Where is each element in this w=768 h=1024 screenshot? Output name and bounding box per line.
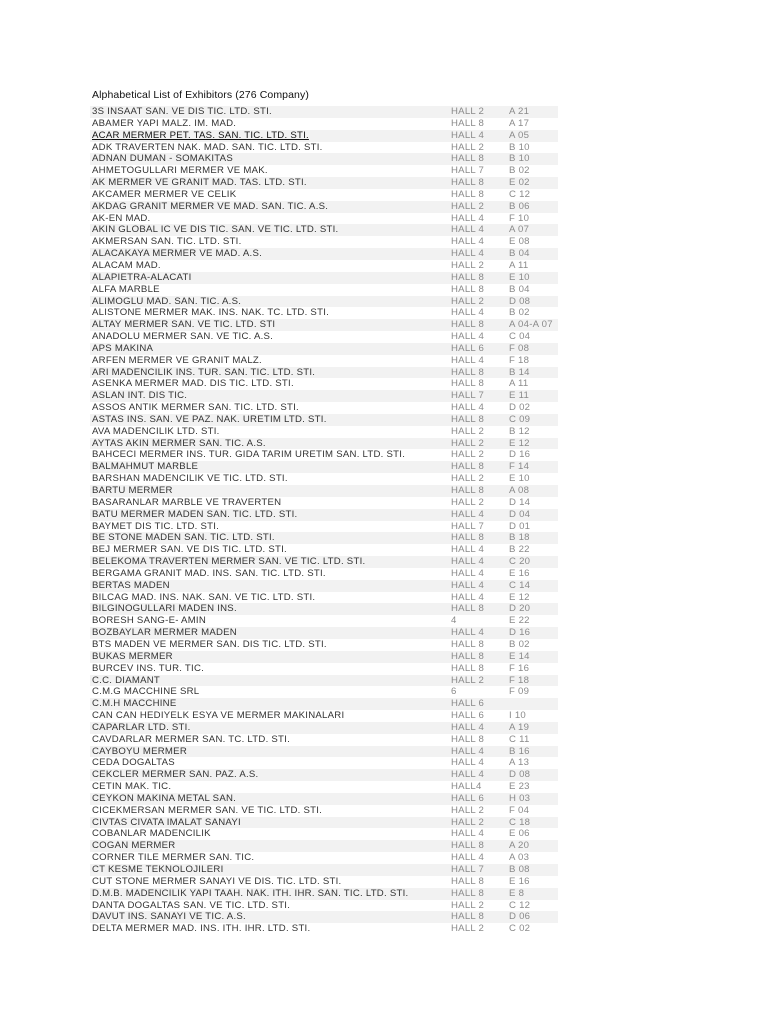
table-row xyxy=(90,710,558,722)
exhibitor-hall: HALL 8 xyxy=(451,319,485,331)
exhibitor-name: C.M.G MACCHINE SRL xyxy=(92,686,200,698)
exhibitor-stand: E 12 xyxy=(509,591,530,603)
table-row xyxy=(90,544,558,556)
table-row xyxy=(90,378,558,390)
exhibitor-hall: HALL 6 xyxy=(451,792,485,804)
exhibitor-name: 3S INSAAT SAN. VE DIS TIC. LTD. STI. xyxy=(92,106,272,117)
table-row xyxy=(90,852,558,864)
exhibitor-hall: HALL 4 xyxy=(451,307,485,319)
exhibitor-stand: A 13 xyxy=(509,757,530,769)
exhibitor-stand: C 04 xyxy=(509,331,531,343)
exhibitor-name: ASSOS ANTIK MERMER SAN. TIC. LTD. STI. xyxy=(92,402,299,414)
exhibitor-hall: HALL 4 xyxy=(451,212,485,224)
exhibitor-stand: D 02 xyxy=(509,402,531,414)
exhibitor-stand: B 12 xyxy=(509,425,530,437)
exhibitor-hall: HALL 4 xyxy=(451,236,485,248)
exhibitor-name: ALACAKAYA MERMER VE MAD. A.S. xyxy=(92,248,263,260)
table-row xyxy=(90,592,558,604)
exhibitor-name: BILCAG MAD. INS. NAK. SAN. VE TIC. LTD. STI. xyxy=(92,591,316,603)
exhibitor-hall: HALL 4 xyxy=(451,852,485,864)
exhibitor-name: BARTU MERMER xyxy=(92,485,173,496)
exhibitor-hall: HALL 4 xyxy=(451,508,485,520)
table-row xyxy=(90,509,558,521)
table-row xyxy=(90,923,558,935)
exhibitor-stand: D 16 xyxy=(509,627,531,639)
table-row xyxy=(90,272,558,284)
exhibitor-hall: HALL 2 xyxy=(451,449,485,461)
exhibitor-name: ALIMOGLU MAD. SAN. TIC. A.S. xyxy=(92,295,242,307)
exhibitor-name: BORESH SANG-E- AMIN xyxy=(92,615,207,627)
exhibitor-hall: HALL 8 xyxy=(451,366,485,378)
table-row xyxy=(90,224,558,236)
table-row xyxy=(90,615,558,627)
exhibitor-stand: E 06 xyxy=(509,828,530,840)
exhibitor-hall: HALL 8 xyxy=(451,887,485,899)
exhibitor-hall: HALL 8 xyxy=(451,733,485,745)
exhibitor-hall: HALL 6 xyxy=(451,710,485,722)
table-row xyxy=(90,556,558,568)
exhibitor-hall: HALL 8 xyxy=(451,461,485,473)
exhibitor-stand: B 06 xyxy=(509,200,530,212)
exhibitor-stand: B 10 xyxy=(509,153,530,165)
exhibitor-name: AKIN GLOBAL IC VE DIS TIC. SAN. VE TIC. LTD. STI. xyxy=(92,224,339,236)
exhibitor-hall: HALL 4 xyxy=(451,248,485,260)
exhibitor-name: BALMAHMUT MARBLE xyxy=(92,461,199,473)
exhibitor-hall: HALL 4 xyxy=(451,567,485,579)
exhibitor-hall: HALL 4 xyxy=(451,721,485,733)
exhibitor-stand: C 14 xyxy=(509,579,531,591)
exhibitor-hall: HALL 8 xyxy=(451,875,485,887)
exhibitor-stand: F 10 xyxy=(509,212,530,224)
exhibitor-hall: HALL 2 xyxy=(451,200,485,212)
exhibitor-stand: A 20 xyxy=(509,840,530,852)
exhibitor-hall: HALL 4 xyxy=(451,556,485,568)
exhibitor-stand: E 14 xyxy=(509,650,530,662)
exhibitor-name: AKCAMER MERMER VE CELIK xyxy=(92,188,237,200)
exhibitor-stand: D 06 xyxy=(509,911,531,923)
exhibitor-name: ALFA MARBLE xyxy=(92,283,160,295)
table-row xyxy=(90,734,558,746)
exhibitor-hall: HALL 8 xyxy=(451,177,485,189)
table-row xyxy=(90,414,558,426)
exhibitor-stand: D 01 xyxy=(509,520,531,532)
exhibitor-hall: HALL 8 xyxy=(451,840,485,852)
table-row xyxy=(90,651,558,663)
table-row xyxy=(90,639,558,651)
exhibitor-name: ARI MADENCILIK INS. TUR. SAN. TIC. LTD. STI. xyxy=(92,366,316,378)
table-row xyxy=(90,449,558,461)
exhibitor-hall: HALL 4 xyxy=(451,129,485,141)
exhibitor-name: DANTA DOGALTAS SAN. VE TIC. LTD. STI. xyxy=(92,899,291,911)
table-row xyxy=(90,817,558,829)
table-row xyxy=(90,722,558,734)
exhibitor-name: AK MERMER VE GRANIT MAD. TAS. LTD. STI. xyxy=(92,177,307,189)
table-row xyxy=(90,213,558,225)
table-row xyxy=(90,675,558,687)
exhibitor-hall: HALL 2 xyxy=(451,106,485,117)
table-row xyxy=(90,319,558,331)
exhibitor-name: CUT STONE MERMER SANAYI VE DIS. TIC. LTD. STI. xyxy=(92,875,342,887)
exhibitor-stand: B 04 xyxy=(509,248,530,260)
exhibitor-name: CEDA DOGALTAS xyxy=(92,757,175,769)
table-row xyxy=(90,603,558,615)
exhibitor-stand: C 20 xyxy=(509,556,531,568)
exhibitor-hall: HALL 2 xyxy=(451,804,485,816)
exhibitor-name: BTS MADEN VE MERMER SAN. DIS TIC. LTD. STI. xyxy=(92,638,327,650)
table-row xyxy=(90,900,558,912)
exhibitor-hall: HALL 8 xyxy=(451,638,485,650)
exhibitor-stand: F 14 xyxy=(509,461,530,473)
exhibitor-name: BURCEV INS. TUR. TIC. xyxy=(92,662,205,674)
exhibitor-name: C.M.H MACCHINE xyxy=(92,698,177,710)
table-row xyxy=(90,177,558,189)
exhibitor-stand: C 12 xyxy=(509,188,531,200)
exhibitor-hall: HALL 8 xyxy=(451,283,485,295)
exhibitor-stand: C 12 xyxy=(509,899,531,911)
exhibitor-name: AKMERSAN SAN. TIC. LTD. STI. xyxy=(92,236,242,248)
table-row xyxy=(90,473,558,485)
exhibitor-stand: C 02 xyxy=(509,923,531,935)
exhibitor-name: CETIN MAK. TIC. xyxy=(92,781,172,793)
exhibitor-stand: E 10 xyxy=(509,271,530,283)
exhibitor-name: BAHCECI MERMER INS. TUR. GIDA TARIM URETIM SAN. LTD. STI. xyxy=(92,449,406,461)
exhibitor-name: ALAPIETRA-ALACATI xyxy=(92,271,192,283)
exhibitor-stand: D 14 xyxy=(509,496,531,508)
exhibitor-name: ACAR MERMER PET. TAS. SAN. TIC. LTD. STI. xyxy=(92,129,309,141)
exhibitor-stand: D 20 xyxy=(509,603,531,615)
table-row xyxy=(90,165,558,177)
page-title: Alphabetical List of Exhibitors (276 Company) xyxy=(92,89,309,101)
exhibitor-stand: F 16 xyxy=(509,662,530,674)
exhibitor-stand: F 08 xyxy=(509,342,530,354)
exhibitor-hall: HALL 4 xyxy=(451,769,485,781)
exhibitor-stand: B 04 xyxy=(509,283,530,295)
exhibitor-name: CEKCLER MERMER SAN. PAZ. A.S. xyxy=(92,769,259,781)
table-row xyxy=(90,805,558,817)
exhibitor-name: BILGINOGULLARI MADEN INS. xyxy=(92,603,237,615)
exhibitor-hall: HALL4 xyxy=(451,781,482,793)
table-row xyxy=(90,426,558,438)
exhibitor-stand: E 08 xyxy=(509,236,530,248)
exhibitor-name: COGAN MERMER xyxy=(92,840,176,852)
exhibitor-hall: HALL 2 xyxy=(451,259,485,271)
exhibitor-hall: HALL 4 xyxy=(451,579,485,591)
table-row xyxy=(90,663,558,675)
exhibitor-name: ABAMER YAPI MALZ. IM. MAD. xyxy=(92,117,237,129)
exhibitor-stand: A 03 xyxy=(509,852,530,864)
exhibitor-name: BEJ MERMER SAN. VE DIS TIC. LTD. STI. xyxy=(92,544,287,556)
exhibitor-name: BASARANLAR MARBLE VE TRAVERTEN xyxy=(92,496,282,508)
exhibitor-list xyxy=(90,106,558,935)
exhibitor-stand: E 02 xyxy=(509,177,530,189)
exhibitor-hall: HALL 4 xyxy=(451,828,485,840)
exhibitor-stand: D 04 xyxy=(509,508,531,520)
exhibitor-stand: A 11 xyxy=(509,259,529,271)
exhibitor-name: ANADOLU MERMER SAN. VE TIC. A.S. xyxy=(92,331,274,343)
exhibitor-name: DAVUT INS. SANAYI VE TIC. A.S. xyxy=(92,911,246,923)
exhibitor-hall: HALL 2 xyxy=(451,473,485,485)
exhibitor-name: APS MAKINA xyxy=(92,342,154,354)
exhibitor-hall: HALL 4 xyxy=(451,224,485,236)
exhibitor-hall: HALL 2 xyxy=(451,899,485,911)
exhibitor-hall: HALL 2 xyxy=(451,674,485,686)
exhibitor-hall: HALL 2 xyxy=(451,816,485,828)
exhibitor-hall: HALL 6 xyxy=(451,342,485,354)
exhibitor-stand: A 05 xyxy=(509,129,530,141)
exhibitor-name: ALISTONE MERMER MAK. INS. NAK. TC. LTD. STI. xyxy=(92,307,330,319)
exhibitor-stand: B 02 xyxy=(509,307,530,319)
exhibitor-hall: HALL 7 xyxy=(451,165,485,177)
table-row xyxy=(90,532,558,544)
table-row xyxy=(90,580,558,592)
exhibitor-hall: HALL 8 xyxy=(451,378,485,390)
exhibitor-name: BERGAMA GRANIT MAD. INS. SAN. TIC. LTD. STI. xyxy=(92,567,326,579)
exhibitor-hall: HALL 4 xyxy=(451,591,485,603)
table-row xyxy=(90,876,558,888)
exhibitor-name: ASTAS INS. SAN. VE PAZ. NAK. URETIM LTD. STI. xyxy=(92,413,327,425)
exhibitor-name: ALTAY MERMER SAN. VE TIC. LTD. STI xyxy=(92,319,276,331)
table-row xyxy=(90,438,558,450)
exhibitor-name: CICEKMERSAN MERMER SAN. VE TIC. LTD. STI. xyxy=(92,804,323,816)
table-row xyxy=(90,118,558,130)
exhibitor-name: CEYKON MAKINA METAL SAN. xyxy=(92,792,237,804)
table-row xyxy=(90,840,558,852)
exhibitor-hall: HALL 8 xyxy=(451,188,485,200)
table-row xyxy=(90,864,558,876)
exhibitor-name: BUKAS MERMER xyxy=(92,650,173,662)
table-row xyxy=(90,521,558,533)
exhibitor-name: ADK TRAVERTEN NAK. MAD. SAN. TIC. LTD. STI. xyxy=(92,141,323,153)
exhibitor-name: DELTA MERMER MAD. INS. ITH. IHR. LTD. STI. xyxy=(92,923,311,935)
exhibitor-name: COBANLAR MADENCILIK xyxy=(92,828,211,840)
exhibitor-stand: E 23 xyxy=(509,781,530,793)
exhibitor-name: BARSHAN MADENCILIK VE TIC. LTD. STI. xyxy=(92,473,288,485)
exhibitor-hall: HALL 4 xyxy=(451,745,485,757)
exhibitor-hall: HALL 4 xyxy=(451,627,485,639)
exhibitor-name: AYTAS AKIN MERMER SAN. TIC. A.S. xyxy=(92,437,266,449)
exhibitor-stand: E 12 xyxy=(509,437,530,449)
exhibitor-name: BAYMET DIS TIC. LTD. STI. xyxy=(92,520,220,532)
exhibitor-hall: HALL 4 xyxy=(451,757,485,769)
exhibitor-stand: D 08 xyxy=(509,769,531,781)
table-row xyxy=(90,568,558,580)
exhibitor-hall: 6 xyxy=(451,686,457,698)
exhibitor-name: C.C. DIAMANT xyxy=(92,674,161,686)
exhibitor-hall: HALL 4 xyxy=(451,544,485,556)
table-row xyxy=(90,828,558,840)
table-row xyxy=(90,911,558,923)
exhibitor-hall: HALL 2 xyxy=(451,496,485,508)
exhibitor-hall: HALL 8 xyxy=(451,117,485,129)
exhibitor-hall: HALL 4 xyxy=(451,331,485,343)
exhibitor-stand: E 22 xyxy=(509,615,530,627)
table-row xyxy=(90,627,558,639)
table-row xyxy=(90,142,558,154)
exhibitor-name: BELEKOMA TRAVERTEN MERMER SAN. VE TIC. LTD. STI. xyxy=(92,556,366,568)
exhibitor-name: CIVTAS CIVATA IMALAT SANAYI xyxy=(92,816,241,828)
table-row xyxy=(90,236,558,248)
exhibitor-stand: A 17 xyxy=(509,117,530,129)
exhibitor-hall: HALL 2 xyxy=(451,425,485,437)
exhibitor-name: CAYBOYU MERMER xyxy=(92,745,188,757)
table-row xyxy=(90,402,558,414)
exhibitor-name: BOZBAYLAR MERMER MADEN xyxy=(92,627,237,639)
exhibitor-hall: HALL 8 xyxy=(451,911,485,923)
exhibitor-stand: C 09 xyxy=(509,413,531,425)
table-row xyxy=(90,296,558,308)
exhibitor-stand: B 02 xyxy=(509,638,530,650)
exhibitor-stand: A 21 xyxy=(509,106,530,117)
exhibitor-stand: E 10 xyxy=(509,473,530,485)
exhibitor-stand: B 02 xyxy=(509,165,530,177)
exhibitor-hall: HALL 7 xyxy=(451,864,485,875)
exhibitor-name: AKDAG GRANIT MERMER VE MAD. SAN. TIC. A.S. xyxy=(92,200,329,212)
exhibitor-stand: H 03 xyxy=(509,792,531,804)
exhibitor-stand: D 08 xyxy=(509,295,531,307)
table-row xyxy=(90,331,558,343)
table-row xyxy=(90,888,558,900)
exhibitor-name: AHMETOGULLARI MERMER VE MAK. xyxy=(92,165,268,177)
table-row xyxy=(90,106,558,118)
exhibitor-stand: D 16 xyxy=(509,449,531,461)
exhibitor-name: BERTAS MADEN xyxy=(92,579,170,591)
table-row xyxy=(90,343,558,355)
exhibitor-hall: HALL 8 xyxy=(451,650,485,662)
exhibitor-hall: 4 xyxy=(451,615,457,627)
table-row xyxy=(90,201,558,213)
exhibitor-name: CAN CAN HEDIYELK ESYA VE MERMER MAKINALARI xyxy=(92,710,345,722)
exhibitor-name: ALACAM MAD. xyxy=(92,259,161,271)
exhibitor-hall: HALL 8 xyxy=(451,153,485,165)
exhibitor-stand: E 8 xyxy=(509,887,525,899)
table-row xyxy=(90,485,558,497)
exhibitor-hall: HALL 4 xyxy=(451,354,485,366)
exhibitor-name: ARFEN MERMER VE GRANIT MALZ. xyxy=(92,354,262,366)
table-row xyxy=(90,153,558,165)
exhibitor-hall: HALL 8 xyxy=(451,603,485,615)
exhibitor-stand: A 08 xyxy=(509,485,530,496)
exhibitor-stand: A 19 xyxy=(509,721,530,733)
exhibitor-hall: HALL 6 xyxy=(451,698,485,710)
exhibitor-stand: B 16 xyxy=(509,745,530,757)
exhibitor-stand: A 07 xyxy=(509,224,530,236)
exhibitor-name: AVA MADENCILIK LTD. STI. xyxy=(92,425,220,437)
exhibitor-stand: F 18 xyxy=(509,674,530,686)
exhibitor-stand: C 18 xyxy=(509,816,531,828)
exhibitor-name: ADNAN DUMAN - SOMAKITAS xyxy=(92,153,233,165)
exhibitor-name: BATU MERMER MADEN SAN. TIC. LTD. STI. xyxy=(92,508,298,520)
table-row xyxy=(90,497,558,509)
exhibitor-name: D.M.B. MADENCILIK YAPI TAAH. NAK. ITH. IHR. SAN. TIC. LTD. STI. xyxy=(92,887,409,899)
exhibitor-stand: F 18 xyxy=(509,354,530,366)
exhibitor-hall: HALL 8 xyxy=(451,485,485,496)
table-row xyxy=(90,769,558,781)
exhibitor-hall: HALL 7 xyxy=(451,390,485,402)
exhibitor-stand: E 11 xyxy=(509,390,530,402)
exhibitor-hall: HALL 2 xyxy=(451,295,485,307)
exhibitor-stand: F 04 xyxy=(509,804,530,816)
exhibitor-stand: F 09 xyxy=(509,686,530,698)
table-row xyxy=(90,367,558,379)
exhibitor-name: BE STONE MADEN SAN. TIC. LTD. STI. xyxy=(92,532,275,544)
table-row xyxy=(90,355,558,367)
exhibitor-stand: B 18 xyxy=(509,532,530,544)
table-row xyxy=(90,307,558,319)
exhibitor-name: AK-EN MAD. xyxy=(92,212,151,224)
table-row xyxy=(90,781,558,793)
exhibitor-stand: E 16 xyxy=(509,875,530,887)
exhibitor-stand: B 14 xyxy=(509,366,530,378)
exhibitor-stand: E 16 xyxy=(509,567,530,579)
table-row xyxy=(90,793,558,805)
exhibitor-hall: HALL 2 xyxy=(451,923,485,935)
exhibitor-stand: A 04-A 07 xyxy=(509,319,553,331)
table-row xyxy=(90,260,558,272)
exhibitor-hall: HALL 8 xyxy=(451,662,485,674)
exhibitor-name: ASLAN INT. DIS TIC. xyxy=(92,390,188,402)
exhibitor-stand: B 08 xyxy=(509,864,530,875)
exhibitor-name: CT KESME TEKNOLOJILERI xyxy=(92,864,224,875)
exhibitor-hall: HALL 2 xyxy=(451,141,485,153)
exhibitor-name: ASENKA MERMER MAD. DIS TIC. LTD. STI. xyxy=(92,378,294,390)
table-row xyxy=(90,757,558,769)
exhibitor-stand: I 10 xyxy=(509,710,527,722)
exhibitor-name: CORNER TILE MERMER SAN. TIC. xyxy=(92,852,255,864)
exhibitor-hall: HALL 8 xyxy=(451,413,485,425)
table-row[interactable] xyxy=(90,130,558,142)
exhibitor-hall: HALL 4 xyxy=(451,402,485,414)
exhibitor-hall: HALL 2 xyxy=(451,437,485,449)
table-row xyxy=(90,284,558,296)
exhibitor-hall: HALL 8 xyxy=(451,271,485,283)
table-row xyxy=(90,698,558,710)
table-row xyxy=(90,686,558,698)
table-row xyxy=(90,248,558,260)
table-row xyxy=(90,746,558,758)
exhibitor-hall: HALL 8 xyxy=(451,532,485,544)
table-row xyxy=(90,189,558,201)
exhibitor-stand: B 22 xyxy=(509,544,530,556)
exhibitor-hall: HALL 7 xyxy=(451,520,485,532)
exhibitor-stand: C 11 xyxy=(509,733,530,745)
exhibitor-stand: A 11 xyxy=(509,378,529,390)
exhibitor-name: CAPARLAR LTD. STI. xyxy=(92,721,191,733)
exhibitor-stand: B 10 xyxy=(509,141,530,153)
table-row xyxy=(90,461,558,473)
exhibitor-name: CAVDARLAR MERMER SAN. TC. LTD. STI. xyxy=(92,733,290,745)
table-row xyxy=(90,390,558,402)
